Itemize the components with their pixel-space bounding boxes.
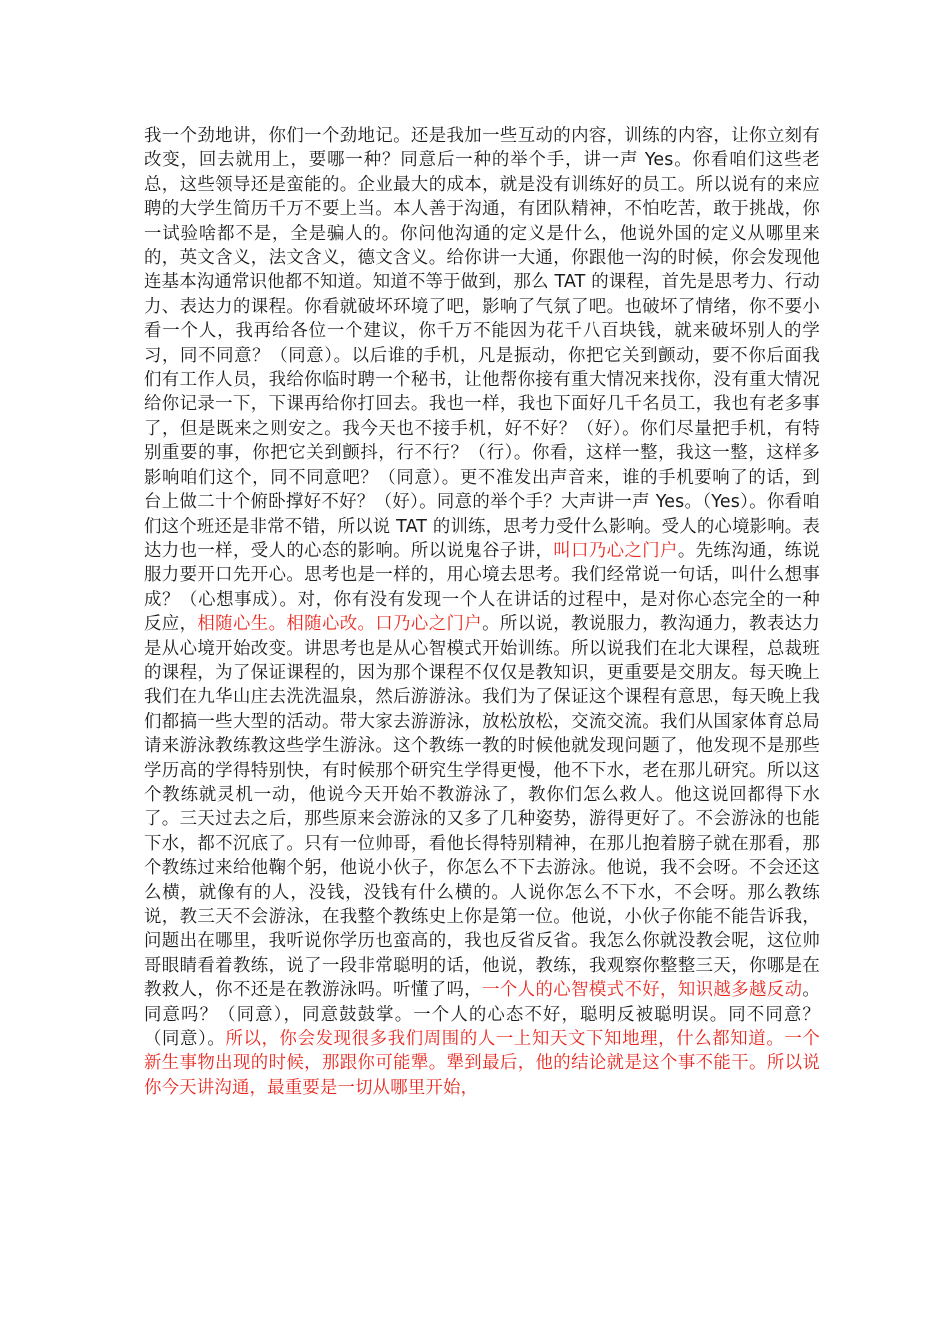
highlighted-text-run: 所以，你会发现很多我们周围的人一上知天文下知地理，什么都知道。一个新生事物出现的时候，那跟你可能犟。犟到最后，他的结论就是这个事不能干。所以说你今天讲沟通，最重要是一切从哪里开始， [144, 1029, 820, 1098]
highlighted-text-run: 叫口乃心之门户 [553, 540, 678, 561]
text-run: 我一个劲地讲，你们一个劲地记。还是我加一些互动的内容，训练的内容，让你立刻有改变，回去就用上，要哪一种？同意后一种的举个手，讲一声 Yes。你看咱们这些老总，这些领导还是蛮能的。企业最大的成本，就是没有训练好的员工。所以说有的来应聘的大学生简历千万不要上当。本人善于沟通，有团队精神，不怕吃苦，敢于挑战，你一试验啥都不是，全是骗人的。你问他沟通的定义是什么，他说外国的定义从哪里来的，英文含义，法文含义，德文含义。给你讲一大通，你跟他一沟的时候，你会发现他连基本沟通常识他都不知道。知道不等于做到，那么 TAT 的课程，首先是思考力、行动力、表达力的课程。你看就破坏环境了吧，影响了气氛了吧。也破坏了情绪，你不要小看一个人，我再给各位一个建议，你千万不能因为花千八百块钱，就来破坏别人的学习，同不同意？（同意）。以后谁的手机，凡是振动，你把它关到颤动，要不你后面我们有工作人员，我给你临时聘一个秘书，让他帮你接有重大情况来找你，没有重大情况给你记录一下，下课再给你打回去。我也一样，我也下面好几千名员工，我也有老多事了，但是既来之则安之。我今天也不接手机，好不好？（好）。你们尽量把手机，有特别重要的事，你把它关到颤抖，行不行？（行）。你看，这样一整，我这一整，这样多影响咱们这个，同不同意吧？（同意）。更不准发出声音来，谁的手机要响了的话，到台上做二十个俯卧撑好不好？（好）。同意的举个手？大声讲一声 Yes。（Yes）。你看咱们这个班还是非常不错，所以说 TAT 的训练，思考力受什么影响。受人的心境影响。表达力也一样，受人的心态的影响。所以说鬼谷子讲， [144, 126, 820, 561]
highlighted-text-run: 一个人的心智模式不好，知识越多越反动 [482, 980, 803, 1001]
text-run: 。同意吗？（同意），同意鼓鼓掌。一个人的心态不好，聪明反被聪明误。同不同意？（同意）。 [144, 980, 820, 1050]
highlighted-text-run: 相随心生。相随心改。口乃心之门户 [197, 614, 483, 635]
body-text [144, 124, 820, 1100]
paragraph [144, 124, 820, 1100]
text-run: 。所以说，教说服力，教沟通力，教表达力是从心境开始改变。讲思考也是从心智模式开始训练。所以说我们在北大课程，总裁班的课程，为了保证课程的，因为那个课程不仅仅是教知识，更重要是交朋友。每天晚上我们在九华山庄去洗洗温泉，然后游游泳。我们为了保证这个课程有意思，每天晚上我们都搞一些大型的活动。带大家去游游泳，放松放松，交流交流。我们从国家体育总局请来游泳教练教这些学生游泳。这个教练一教的时候他就发现问题了，他发现不是那些学历高的学得特别快，有时候那个研究生学得更慢，他不下水，老在那儿研究。所以这个教练就灵机一动，他说今天开始不教游泳了，教你们怎么救人。他这说回都得下水了。三天过去之后，那些原来会游泳的又多了几种姿势，游得更好了。不会游泳的也能下水，都不沉底了。只有一位帅哥，看他长得特别精神，在那儿抱着膀子就在那看，那个教练过来给他鞠个躬，他说小伙子，你怎么不下去游泳。他说，我不会呀。不会还这么横，就像有的人，没钱，没钱有什么横的。人说你怎么不下水，不会呀。那么教练说，教三天不会游泳，在我整个教练史上你是第一位。他说，小伙子你能不能告诉我，问题出在哪里，我听说你学历也蛮高的，我也反省反省。我怎么你就没教会呢，这位帅哥眼睛看着教练，说了一段非常聪明的话，他说，教练，我观察你整整三天，你哪是在教救人，你不还是在教游泳吗。听懂了吗， [144, 614, 820, 1001]
text-run: 。先练沟通，练说服力要开口先开心。思考也是一样的，用心境去思考。我们经常说一句话，叫什么想事成？（心想事成）。对，你有没有发现一个人在讲话的过程中，是对你心态完全的一种反应， [144, 540, 820, 635]
